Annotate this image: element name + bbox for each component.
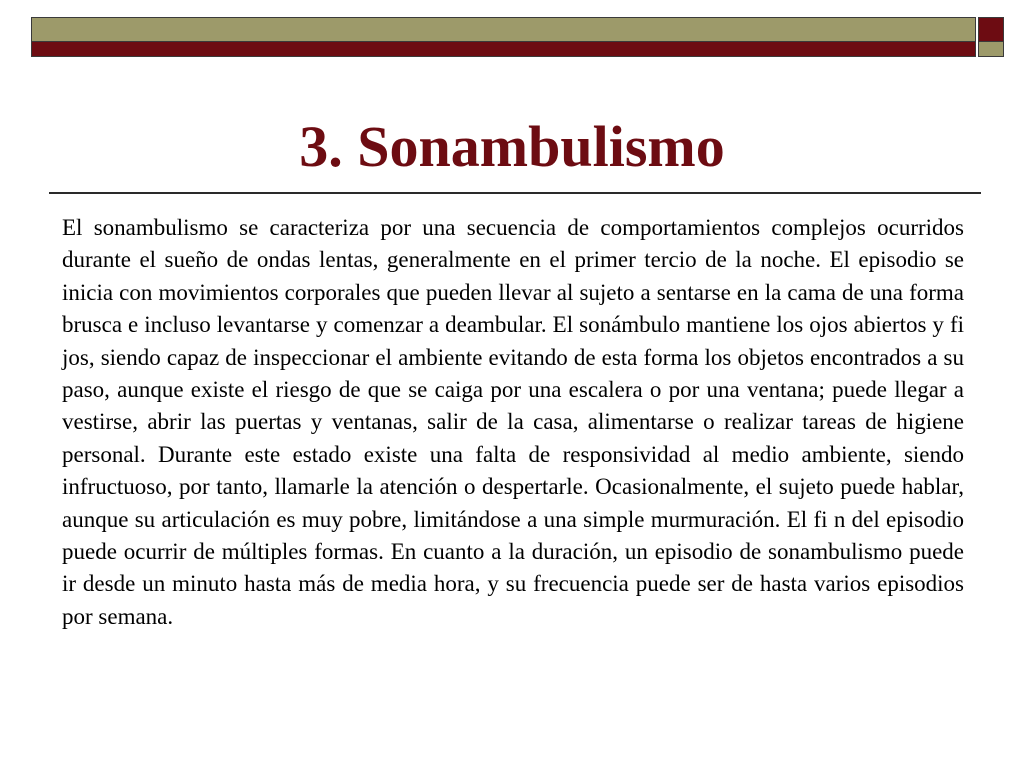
corner-square-maroon (978, 17, 1004, 42)
slide-title: 3. Sonambulismo (299, 114, 725, 179)
title-divider (49, 192, 981, 194)
header-band-olive (31, 17, 976, 42)
corner-square-olive (978, 42, 1004, 57)
header-band-maroon (31, 42, 976, 57)
body-paragraph: El sonambulismo se caracteriza por una secuencia de comportamientos complejos ocurridos durante el sueño de ondas lentas, generalmente en el primer tercio de la noche. El episodio se inicia con movimientos corporales que pueden llevar al sujeto a sentarse en la cama de una forma brusca e incluso levantarse y comenzar a deambular. El sonámbulo mantiene los ojos abiertos y fi jos, siendo capaz de inspeccionar el ambiente evitando de esta forma los objetos encontrados a su paso, aunque existe el riesgo de que se caiga por una escalera o por una ventana; puede llegar a vestirse, abrir las puertas y ventanas, salir de la casa, alimentarse o realizar tareas de higiene personal. Durante este estado existe una falta de responsividad al medio ambiente, siendo infructuoso, por tanto, llamarle la atención o despertarle. Ocasionalmente, el sujeto puede hablar, aunque su articulación es muy pobre, limitándose a una simple murmuración. El fi n del episodio puede ocurrir de múltiples formas. En cuanto a la duración, un episodio de sonambulismo puede ir desde un minuto hasta más de media hora, y su frecuencia puede ser de hasta varios episodios por semana. (62, 215, 964, 629)
